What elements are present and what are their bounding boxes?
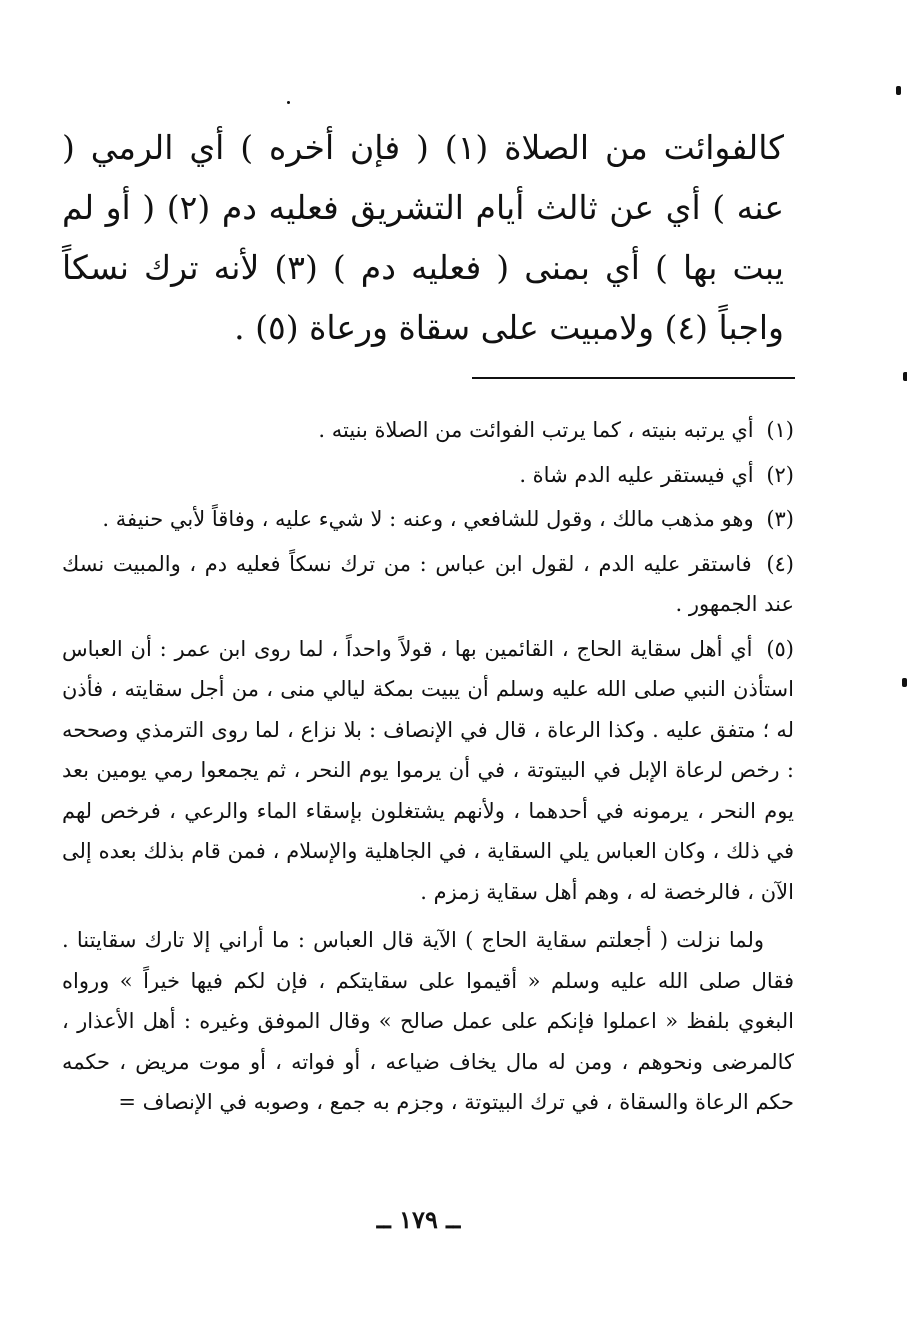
- footnote-number: (٢): [766, 462, 794, 487]
- footnote-text: أي يرتبه بنيته ، كما يرتب الفوائت من الصلاة بنيته .: [318, 418, 754, 442]
- footnote-text: فاستقر عليه الدم ، لقول ابن عباس : من ترك نسكاً فعليه دم ، والمبيت نسك عند الجمهور .: [62, 551, 794, 616]
- footnote-number: (٥): [766, 636, 794, 661]
- footnote: [62, 410, 794, 451]
- footnote: [62, 544, 794, 625]
- margin-mark: [287, 101, 290, 104]
- main-paragraph: كالفوائت من الصلاة (١) ( فإن أخره ) أي الرمي ( عنه ) أي عن ثالث أيام التشريق فعليه دم (٢) ( أو لم يبت بها ) أي بمنى ( فعليه دم ) (٣) لأنه ترك نسكاً واجباً (٤) ولامبيت على سقاة ورعاة (٥) .: [62, 128, 785, 347]
- footnote-number: (٤): [766, 551, 794, 576]
- footnote-number: (٣): [766, 507, 794, 531]
- footnote-text: أي أهل سقاية الحاج ، القائمين بها ، قولاً واحداً ، لما روى ابن عمر : أن العباس استأذن النبي صلى الله عليه وسلم أن يبيت بمكة ليالي منى ، من أجل سقايته ، فأذن له ؛ متفق عليه . وكذا الرعاة ، قال في الإنصاف : بلا نزاع ، لما روى الترمذي وصححه : رخص لرعاة الإبل في البيتوتة ، في أن يرموا يوم النحر ، ثم يجمعوا رمي يومين بعد يوم النحر ، يرمونه في أحدهما ، ولأنهم يشتغلون بإسقاء الماء والرعي ، فرخص لهم في ذلك ، وكان العباس يلي السقاية ، في الجاهلية والإسلام ، فمن قام بذلك بعده إلى الآن ، فالرخصة له ، وهم أهل سقاية زمزم .: [62, 636, 794, 904]
- footnote-text: أي فيستقر عليه الدم شاة .: [519, 462, 754, 487]
- footnote: [62, 629, 794, 913]
- footnotes: [62, 410, 794, 1127]
- main-text: [62, 118, 784, 358]
- margin-mark: [896, 86, 901, 95]
- footnote-text: وهو مذهب مالك ، وقول للشافعي ، وعنه : لا شيء عليه ، وفاقاً لأبي حنيفة .: [102, 507, 754, 531]
- footnote-number: (١): [766, 418, 794, 442]
- footnote-divider: [472, 377, 795, 379]
- footnote-continuation: ولما نزلت ( أجعلتم سقاية الحاج ) الآية قال العباس : ما أراني إلا تارك سقايتنا . فقال صلى الله عليه وسلم « أقيموا على سقايتكم ، فإن لكم فيها خيراً » ورواه البغوي بلفظ « اعملوا فإنكم على عمل صالح » وقال الموفق وغيره : أهل الأعذار ، كالمرضى ونحوهم ، ومن له مال يخاف ضياعه ، أو فواته ، أو موت مريض ، حكمه حكم الرعاة والسقاة ، في ترك البيتوتة ، وجزم به جمع ، وصوبه في الإنصاف =: [62, 928, 794, 1114]
- footnote: [62, 499, 794, 540]
- page-number: ــ ١٧٩ ــ: [376, 1205, 461, 1234]
- margin-mark: [903, 372, 907, 381]
- footnote: [62, 455, 794, 496]
- margin-mark: [902, 678, 907, 687]
